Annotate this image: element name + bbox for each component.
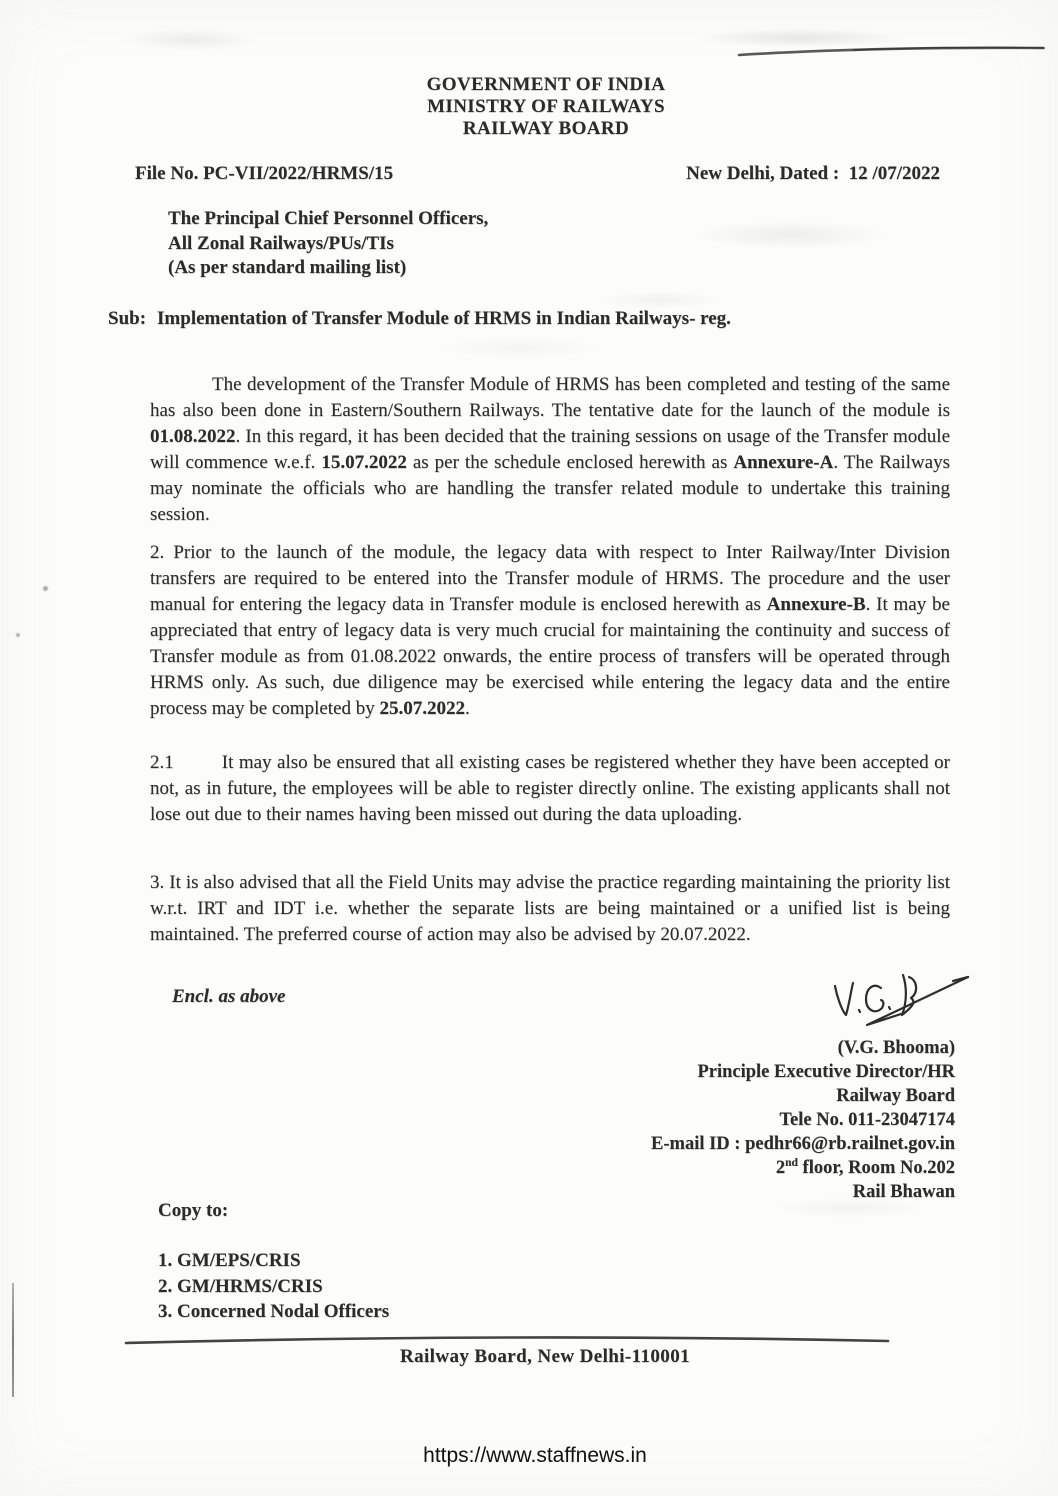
copy-to-item: 3. Concerned Nodal Officers: [158, 1301, 390, 1322]
addressee-line: (As per standard mailing list): [168, 257, 407, 278]
subject-text: Implementation of Transfer Module of HRMS in Indian Railways- reg.: [157, 308, 731, 329]
scan-streak-artifact: [733, 40, 1053, 62]
signatory-email: E-mail ID : pedhr66@rb.railnet.gov.in: [651, 1134, 955, 1154]
signatory-title: Principle Executive Director/HR: [697, 1062, 955, 1082]
site-url-watermark: https://www.staffnews.in: [423, 1444, 647, 1467]
addressee-line: All Zonal Railways/PUs/TIs: [168, 232, 394, 254]
letterhead-line-government: GOVERNMENT OF INDIA: [426, 74, 666, 95]
subject-label: Sub:: [108, 308, 147, 329]
addressee-line: The Principal Chief Personnel Officers,: [168, 208, 489, 229]
paragraph-1: The development of the Transfer Module of HRMS has been completed and testing of the same has also been done in Eastern/Southern Railways. The tentative date for the launch of the module is 01.08.2022. In this regard, it has been decided that the training sessions on usage of the Transfer module will commence w.e.f. 15.07.2022 as per the schedule enclosed herewith as Annexure-A. The Railways may nominate the officials who are handling the transfer related module to undertake this training session.: [150, 374, 950, 525]
scan-speck: [16, 633, 20, 637]
footer-address: Railway Board, New Delhi-110001: [399, 1346, 690, 1367]
paragraph-2: 2. Prior to the launch of the module, the legacy data with respect to Inter Railway/Inter Division transfers are required to be entered into the Transfer module of HRMS. The procedure and the user manual for entering the legacy data in Transfer module is enclosed herewith as Annexure-B. It may be appreciated that entry of legacy data is very much crucial for maintaining the continuity and success of Transfer module as from 01.08.2022 onwards, the entire process of transfers will be operated through HRMS only. As such, due diligence may be exercised while entering the legacy data and the entire process may be completed by 25.07.2022.: [150, 542, 950, 719]
signatory-phone: Tele No. 011-23047174: [779, 1110, 955, 1130]
enclosure-note: Encl. as above: [172, 986, 286, 1007]
place-and-date: New Delhi, Dated : 12 /07/2022: [686, 163, 940, 184]
paragraph-2-1: 2.1 It may also be ensured that all existing cases be registered whether they have been accepted or not, as in future, the employees will be able to register directly online. The existing applicants shall not lose out due to their names having been missed out during the data uploading.: [150, 752, 950, 825]
signatory-name: (V.G. Bhooma): [837, 1038, 955, 1058]
signatory-building: Rail Bhawan: [852, 1182, 955, 1202]
copy-to-item: 2. GM/HRMS/CRIS: [158, 1275, 323, 1297]
signatory-block: [651, 1036, 955, 1204]
letterhead: [0, 74, 1058, 140]
copy-to-item: 1. GM/EPS/CRIS: [158, 1250, 301, 1271]
subject-line: [108, 308, 731, 330]
signatory-room: 2nd floor, Room No.202: [775, 1156, 955, 1178]
addressee-block: [168, 207, 488, 281]
copy-to-list: [158, 1248, 389, 1325]
signatory-org: Railway Board: [836, 1086, 955, 1106]
scan-speck: [43, 586, 48, 591]
copy-to-label: Copy to:: [158, 1200, 229, 1221]
file-number: File No. PC-VII/2022/HRMS/15: [135, 163, 394, 184]
letterhead-line-board: RAILWAY BOARD: [462, 118, 630, 139]
signature-scribble-icon: [790, 955, 995, 1047]
letterhead-line-ministry: MINISTRY OF RAILWAYS: [427, 96, 665, 117]
file-date-line: [135, 163, 940, 185]
paragraph-3: 3. It is also advised that all the Field Units may advise the practice regarding maintaining the priority list w.r.t. IRT and IDT i.e. whether the separate lists are being maintained or a unified list is being maintained. The preferred course of action may also be advised by 20.07.2022.: [150, 872, 950, 945]
scan-edge-line-artifact: [12, 1283, 14, 1397]
